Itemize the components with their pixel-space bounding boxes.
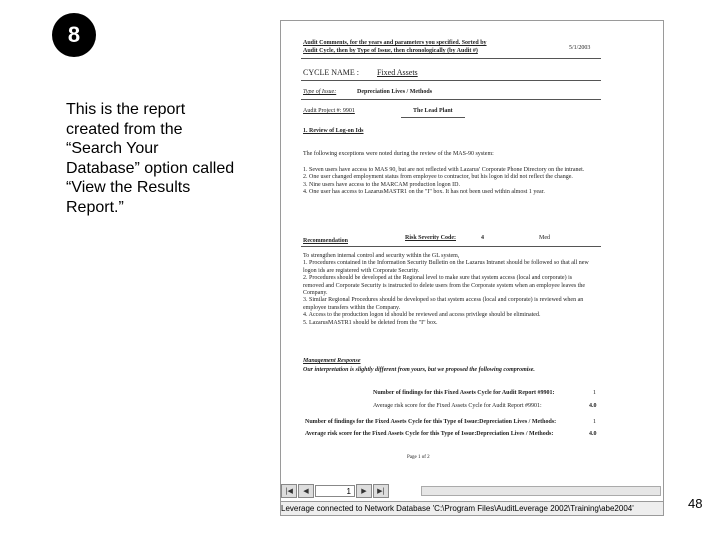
slide-number: 8 xyxy=(67,22,81,47)
page-number-input[interactable]: 1 xyxy=(315,485,355,497)
stat-value: 1 xyxy=(593,419,596,425)
recommendation-text xyxy=(303,253,593,327)
entity-underline xyxy=(401,117,465,118)
report-page xyxy=(281,21,663,481)
next-page-button[interactable]: ▶ xyxy=(356,484,372,498)
issue-type-label: Type of Issue: xyxy=(303,89,337,95)
recommendation-divider xyxy=(301,246,601,247)
recommendation-label: Recommendation xyxy=(303,238,348,244)
risk-severity-label: Risk Severity Code: xyxy=(405,235,456,241)
cycle-divider xyxy=(301,80,601,81)
report-header-line1: Audit Comments, for the years and parameters you specified. Sorted by xyxy=(303,40,487,46)
exception-item: 2. One user changed employment status from employee to contractor, but his logon id did not reflect the change. xyxy=(303,174,573,181)
exceptions-list xyxy=(303,167,593,197)
header-divider xyxy=(301,58,601,59)
stat-value: 4.0 xyxy=(589,431,597,437)
status-bar: Leverage connected to Network Database 'C:\Program Files\AuditLeverage 2002\Training\abe2004' xyxy=(281,501,663,516)
report-page-footer: Page 1 of 2 xyxy=(407,455,430,460)
report-header-line2: Audit Cycle, then by Type of Issue, then chronologically (by Audit #) xyxy=(303,48,478,54)
page-navigation xyxy=(281,484,421,498)
first-page-button[interactable]: |◀ xyxy=(281,484,297,498)
recommendation-item: 5. LazarusMASTR1 should be deleted from the "I" box. xyxy=(303,319,438,326)
exception-item: 4. One user has access to LazarusMASTR1 on the "I" box. It has not been used within almost 1 year. xyxy=(303,189,545,196)
stat-value: 4.0 xyxy=(589,403,597,409)
section-title: 1. Review of Log-on Ids xyxy=(303,128,364,134)
report-viewer-window xyxy=(280,20,664,516)
recommendation-item: 2. Procedures should be developed at the Regional level to make sure that system access (local and corporate) is removed and Corporate Security is instructed to delete users from the Corporate system when an employee leaves the Company. xyxy=(303,275,586,297)
stat-label: Number of findings for the Fixed Assets Cycle for this Type of Issue:Depreciation Lives / Methods: xyxy=(305,419,557,425)
management-response-text: Our interpretation is slightly different from yours, but we proposed the following compromise. xyxy=(303,367,535,373)
exceptions-intro: The following exceptions were noted during the review of the MAS-90 system: xyxy=(303,151,494,157)
stat-label: Average risk score for the Fixed Assets Cycle for this Type of Issue:Depreciation Lives / Methods: xyxy=(305,431,554,437)
recommendation-item: 3. Similar Regional Procedures should be developed so that system access (local and corporate) is reviewed when an employee transfers within the Company. xyxy=(303,297,584,311)
stat-label: Number of findings for this Fixed Assets Cycle for Audit Report #9901: xyxy=(373,390,555,396)
risk-severity-value: 4 xyxy=(481,235,484,241)
recommendation-item: 4. Access to the production logon id should be reviewed and access privilege should be eliminated. xyxy=(303,312,541,319)
audit-project-label: Audit Project #: 9901 xyxy=(303,108,355,114)
issue-type-value: Depreciation Lives / Methods xyxy=(357,89,433,95)
slide-page-number: 48 xyxy=(688,496,703,511)
stat-label: Average risk score for the Fixed Assets Cycle for Audit Report #9901: xyxy=(373,403,542,409)
slide-caption: This is the report created from the “Search Your Database” option called “View the Results Report.” xyxy=(66,101,235,216)
exception-item: 1. Seven users have access to MAS 90, but are not reflected with Lazarus' Corporate Phone Directory on the intranet. xyxy=(303,167,585,173)
report-date: 5/1/2003 xyxy=(569,45,591,51)
recommendation-item: To strengthen internal control and security within the GL system, xyxy=(303,253,460,259)
exception-item: 3. Nine users have access to the MARCAM production logon ID. xyxy=(303,181,460,188)
stat-value: 1 xyxy=(593,390,596,396)
management-response-label: Management Response xyxy=(303,358,361,364)
recommendation-item: 1. Procedures contained in the Information Security Bulletin on the Lazarus Intranet should be followed so that all new logon ids are registered with Corporate Security. xyxy=(303,260,589,274)
type-divider xyxy=(301,99,601,100)
slide-number-badge xyxy=(52,13,96,57)
risk-severity-word: Med xyxy=(539,235,550,241)
previous-page-button[interactable]: ◀ xyxy=(298,484,314,498)
cycle-label: CYCLE NAME : xyxy=(303,68,359,77)
entity-name: The Lead Plant xyxy=(413,108,453,114)
last-page-button[interactable]: ▶| xyxy=(373,484,389,498)
cycle-value: Fixed Assets xyxy=(377,68,418,77)
horizontal-scrollbar[interactable] xyxy=(421,486,661,496)
